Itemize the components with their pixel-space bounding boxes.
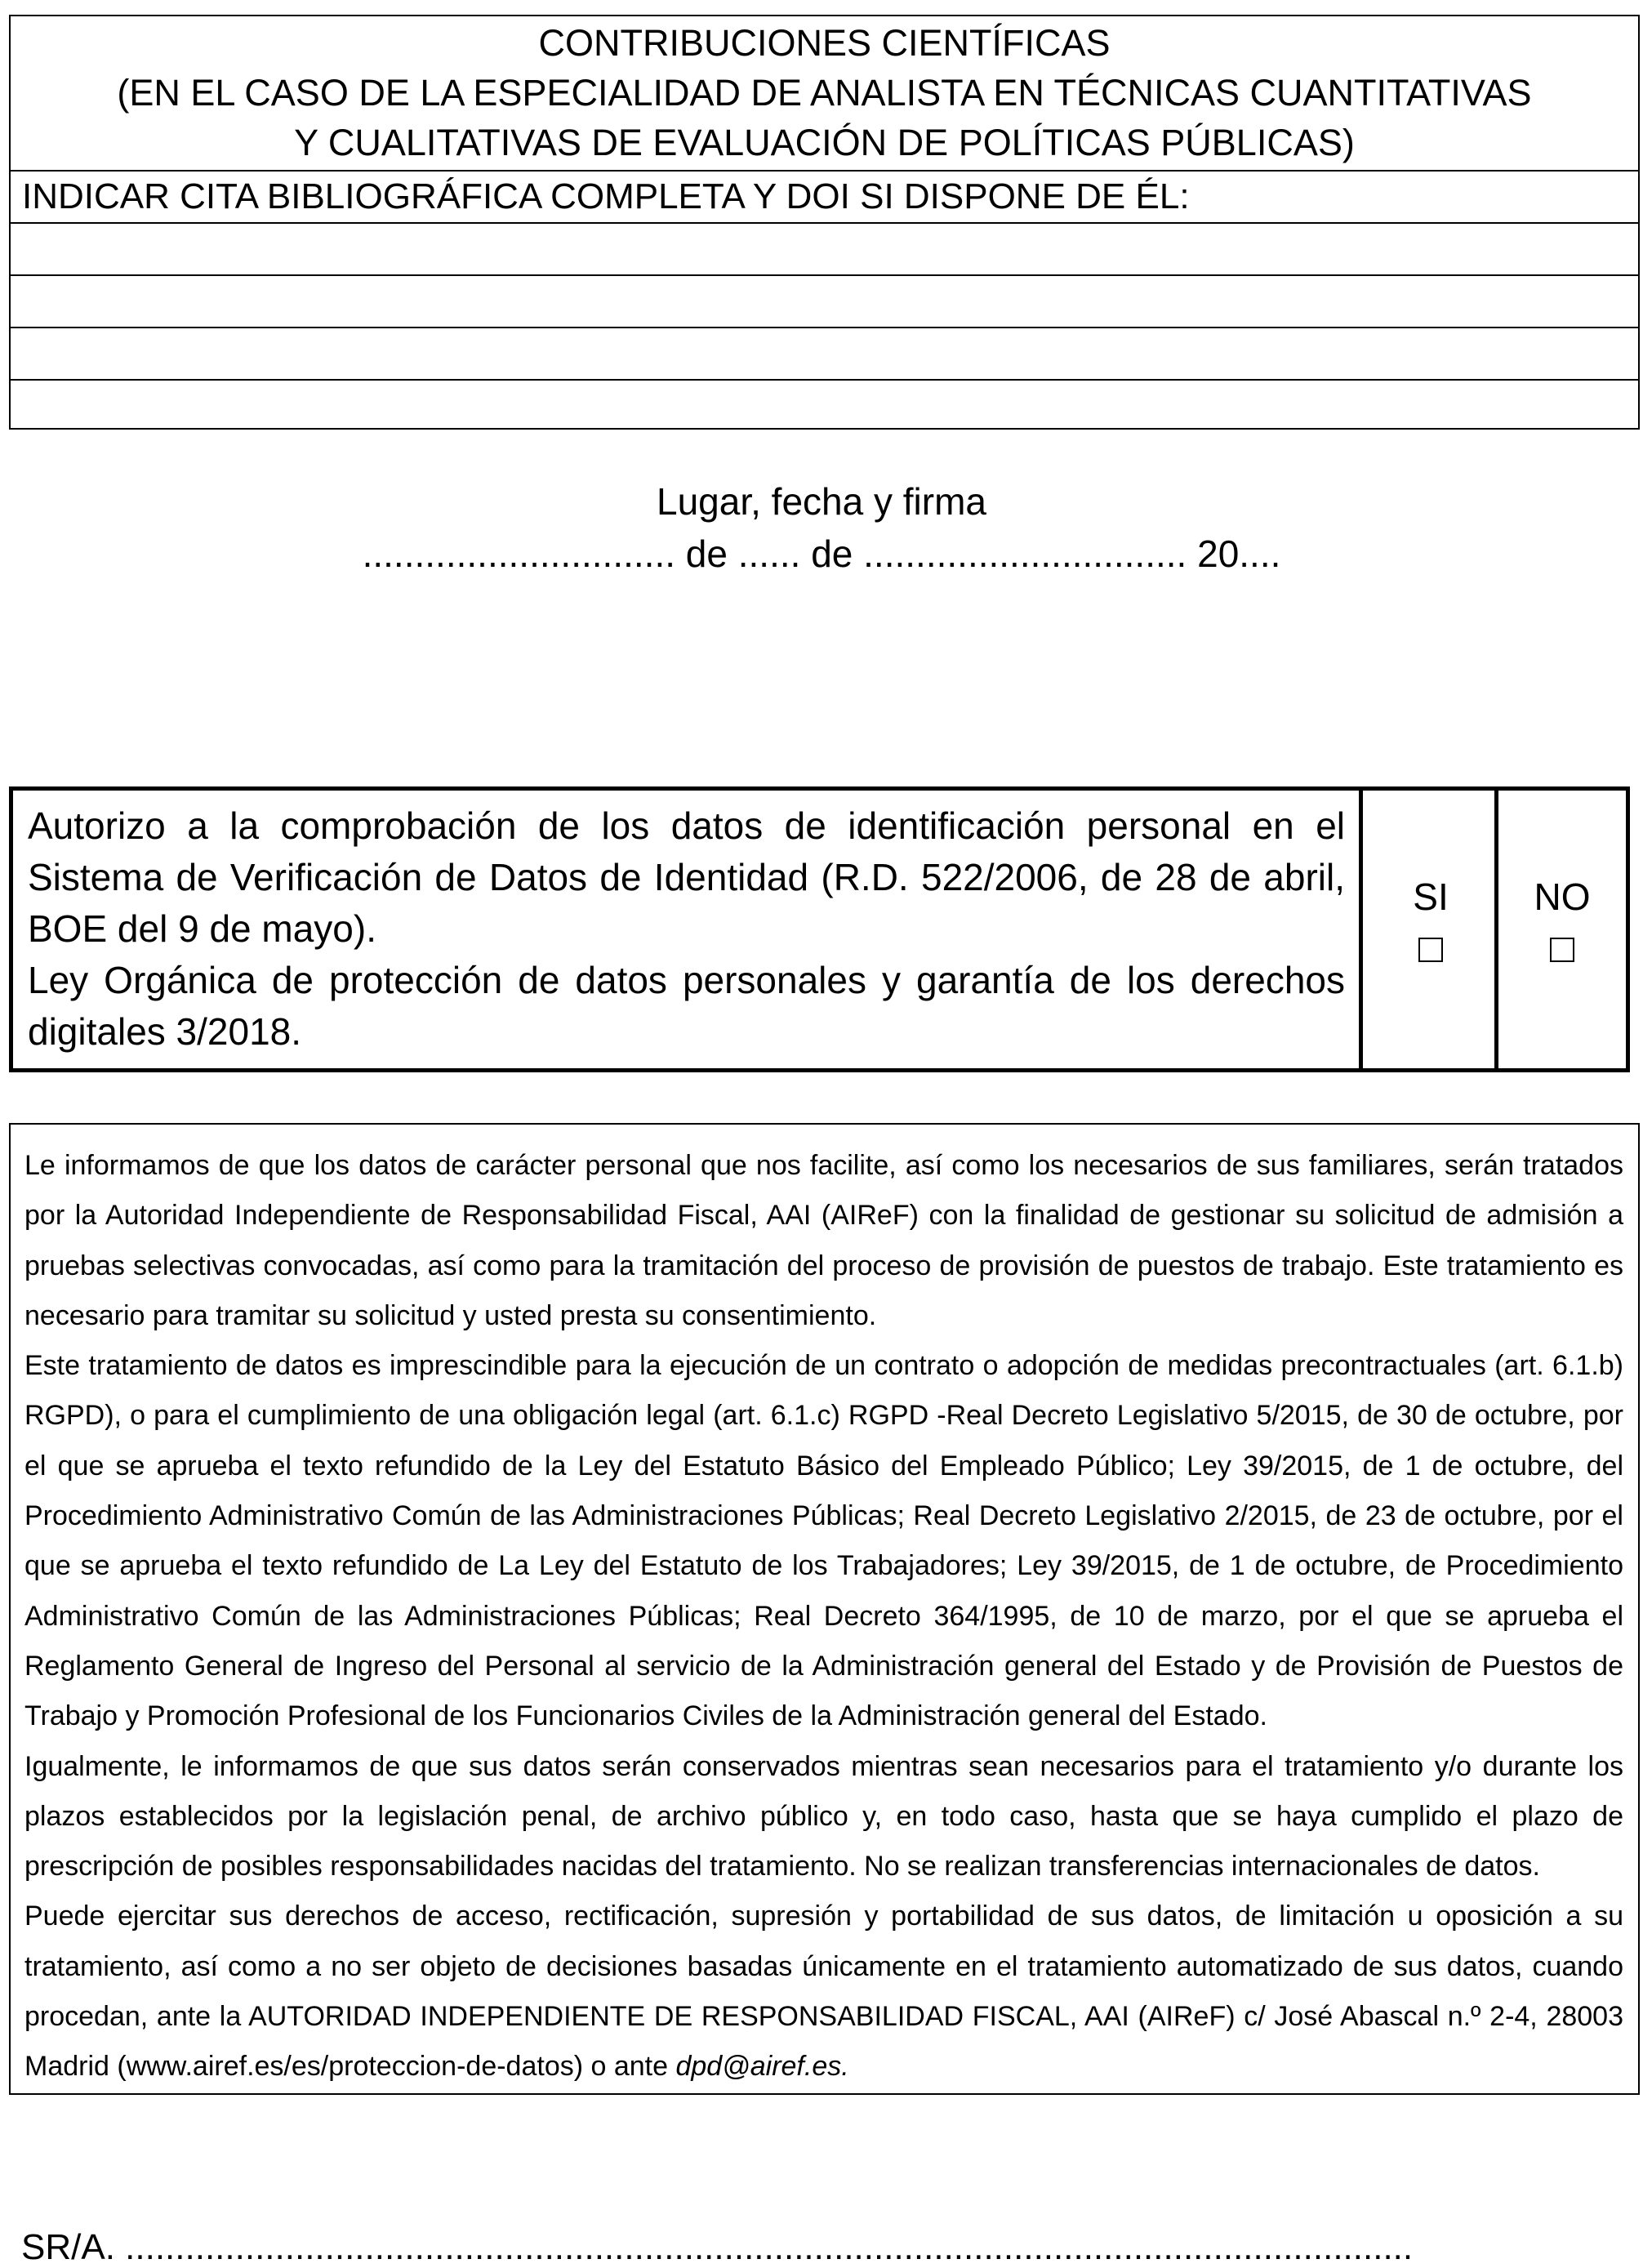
privacy-paragraph-3: Igualmente, le informamos de que sus datos serán conservados mientras sean necesarios para el tratamiento y/o durante los plazos establecidos por la legislación penal, de archivo público y, en todo caso, hasta que se haya cumplido el plazo de prescripción de posibles responsabilidades nacidas del tratamiento. No se realizan transferencias internacionales de datos.	[24, 1750, 1623, 1883]
citation-line-2[interactable]	[11, 327, 1638, 328]
no-column	[1494, 791, 1626, 1068]
authorization-law: Ley Orgánica de protección de datos personales y garantía de los derechos digitales 3/2018.	[28, 959, 1345, 1053]
privacy-paragraph-2: Este tratamiento de datos es imprescindible para la ejecución de un contrato o adopción de medidas precontractuales (art. 6.1.b) RGPD), o para el cumplimiento de una obligación legal (art. 6.1.c) RGPD -Real Decreto Legislativo 5/2015, de 30 de octubre, por el que se aprueba el texto refundido de la Ley del Estatuto Básico del Empleado Público; Ley 39/2015, de 1 de octubre, del Procedimiento Administrativo Común de las Administraciones Públicas; Real Decreto Legislativo 2/2015, de 23 de octubre, por el que se aprueba el texto refundido de La Ley del Estatuto de los Trabajadores; Ley 39/2015, de 1 de octubre, de Procedimiento Administrativo Común de las Administraciones Públicas; Real Decreto 364/1995, de 10 de marzo, por el que se aprueba el Reglamento General de Ingreso del Personal al servicio de la Administración general del Estado y de Provisión de Puestos de Trabajo y Promoción Profesional de los Funcionarios Civiles de la Administración general del Estado.	[24, 1350, 1623, 1732]
contributions-title	[11, 16, 1638, 172]
yes-label: SI	[1413, 876, 1449, 918]
privacy-text	[24, 1141, 1623, 2092]
privacy-paragraph-4	[24, 1891, 1623, 2092]
title-line-3: Y CUALITATIVAS DE EVALUACIÓN DE POLÍTICAS PÚBLICAS)	[294, 122, 1355, 163]
authorization-paragraph: Autorizo a la comprobación de los datos de identificación personal en el Sistema de Verificación de Datos de Identidad (R.D. 522/2006, de 28 de abril, BOE del 9 de mayo).	[28, 804, 1345, 950]
authorization-table	[9, 786, 1630, 1072]
privacy-paragraph-1: Le informamos de que los datos de carácter personal que nos facilite, así como los necesarios de sus familiares, serán tratados por la Autoridad Independiente de Responsabilidad Fiscal, AAI (AIReF) con la finalidad de gestionar su solicitud de admisión a pruebas selectivas convocadas, así como para la tramitación del proceso de provisión de puestos de trabajo. Este tratamiento es necesario para tramitar su solicitud y usted presta su consentimiento.	[24, 1150, 1623, 1331]
yes-checkbox[interactable]	[1418, 938, 1443, 962]
citation-line-1[interactable]	[11, 274, 1638, 276]
authorization-text	[28, 800, 1345, 1058]
addressee-line: SR/A. .................................................................................................................................	[21, 2227, 1414, 2267]
date-line[interactable]: .............................. de ...... de ............................... 20....	[362, 532, 1281, 575]
title-line-2: (EN EL CASO DE LA ESPECIALIDAD DE ANALISTA EN TÉCNICAS CUANTITATIVAS	[117, 72, 1532, 114]
dpo-email-link[interactable]: dpd@airef.es.	[675, 2051, 849, 2083]
title-line-1: CONTRIBUCIONES CIENTÍFICAS	[538, 22, 1111, 64]
citation-line-3[interactable]	[11, 379, 1638, 381]
privacy-notice-box	[9, 1123, 1640, 2095]
rights-text: Puede ejercitar sus derechos de acceso, rectificación, supresión y portabilidad de sus datos, de limitación u oposición a su tratamiento, así como a no ser objeto de decisiones basadas únicamente en el tratamiento automatizado de sus datos, cuando procedan, ante la AUTORIDAD INDEPENDIENTE DE RESPONSABILIDAD FISCAL, AAI (AIReF) c/ José Abascal n.º 2-4, 28003 Madrid (www.airef.es/es/proteccion-de-datos) o ante	[24, 1900, 1623, 2083]
signature-label: Lugar, fecha y firma	[657, 480, 986, 523]
divider	[11, 222, 1638, 224]
signature-block	[0, 475, 1643, 580]
citation-instruction: INDICAR CITA BIBLIOGRÁFICA COMPLETA Y DOI SI DISPONE DE ÉL:	[22, 176, 1190, 216]
yes-column	[1359, 791, 1498, 1068]
no-checkbox[interactable]	[1550, 938, 1574, 962]
no-label: NO	[1534, 876, 1591, 918]
contributions-box	[9, 15, 1640, 430]
